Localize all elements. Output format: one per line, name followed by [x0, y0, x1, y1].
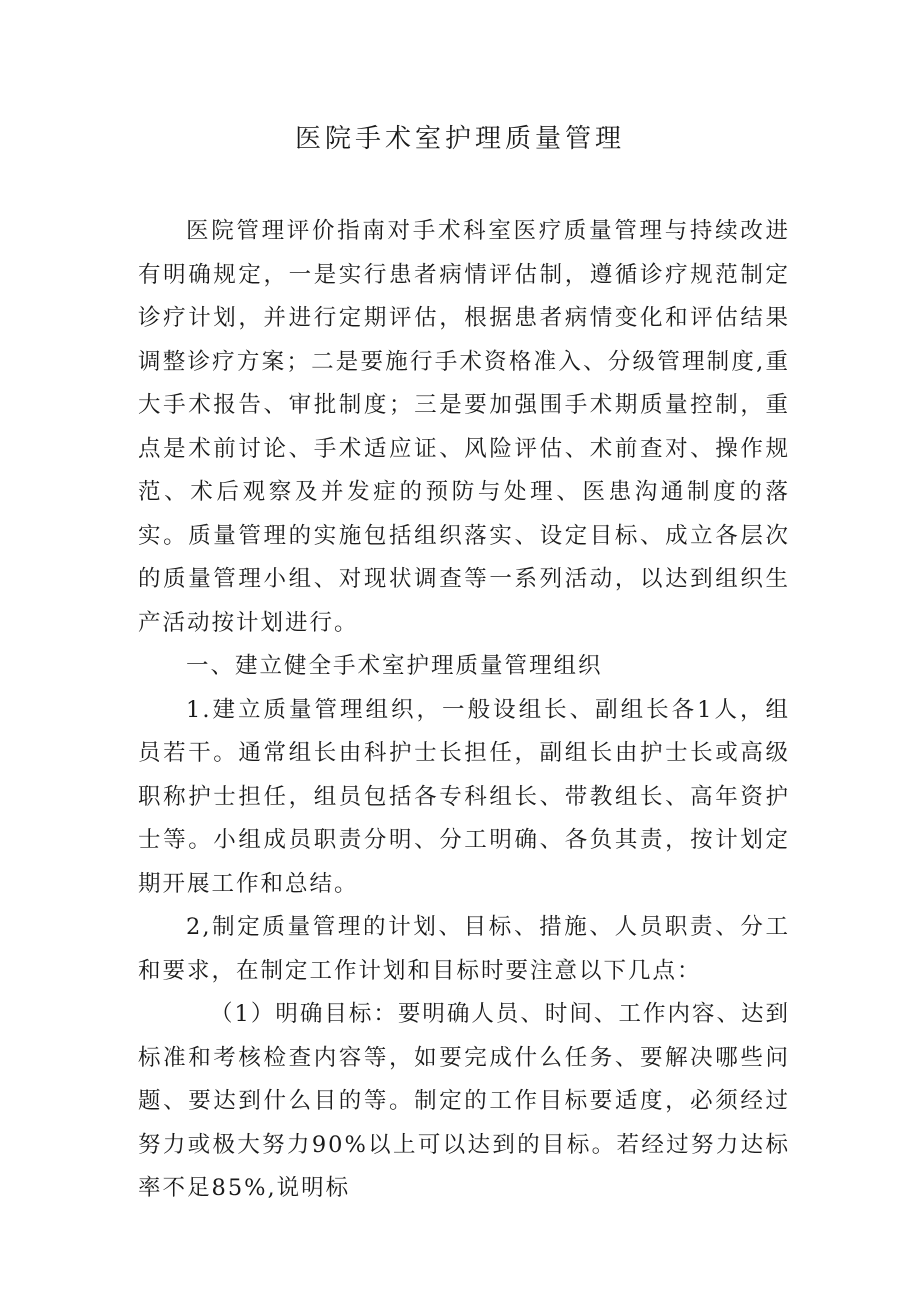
paragraph-item-2: 2,制定质量管理的计划、目标、措施、人员职责、分工和要求，在制定工作计划和目标时要注意以下几点：	[138, 914, 790, 984]
paragraph-intro: 医院管理评价指南对手术科室医疗质量管理与持续改进有明确规定，一是实行患者病情评估制，遵循诊疗规范制定诊疗计划，并进行定期评估，根据患者病情变化和评估结果调整诊疗方案；二是要施行手术资格准入、分级管理制度,重大手术报告、审批制度；三是要加强围手术期质量控制，重点是术前讨论、手术适应证、风险评估、术前查对、操作规范、术后观察及并发症的预防与处理、医患沟通制度的落实。质量管理的实施包括组织落实、设定目标、成立各层次的质量管理小组、对现状调查等一系列活动，以达到组织生产活动按计划进行。	[138, 218, 790, 636]
document-body	[138, 210, 790, 1211]
paragraph-item-1: 1.建立质量管理组织，一般设组长、副组长各1人，组员若干。通常组长由科护士长担任，副组长由护士长或高级职称护士担任，组员包括各专科组长、带教组长、高年资护士等。小组成员职责分明、分工明确、各负其责，按计划定期开展工作和总结。	[138, 696, 790, 897]
paragraph-subitem-1: （1）明确目标：要明确人员、时间、工作内容、达到标准和考核检查内容等，如要完成什么任务、要解决哪些问题、要达到什么目的等。制定的工作目标要适度，必须经过努力或极大努力90%以上可以达到的目标。若经过努力达标率不足85%,说明标	[138, 1001, 790, 1201]
document-title: 医院手术室护理质量管理	[294, 124, 625, 154]
section-heading-1: 一、建立健全手术室护理质量管理组织	[186, 653, 603, 679]
